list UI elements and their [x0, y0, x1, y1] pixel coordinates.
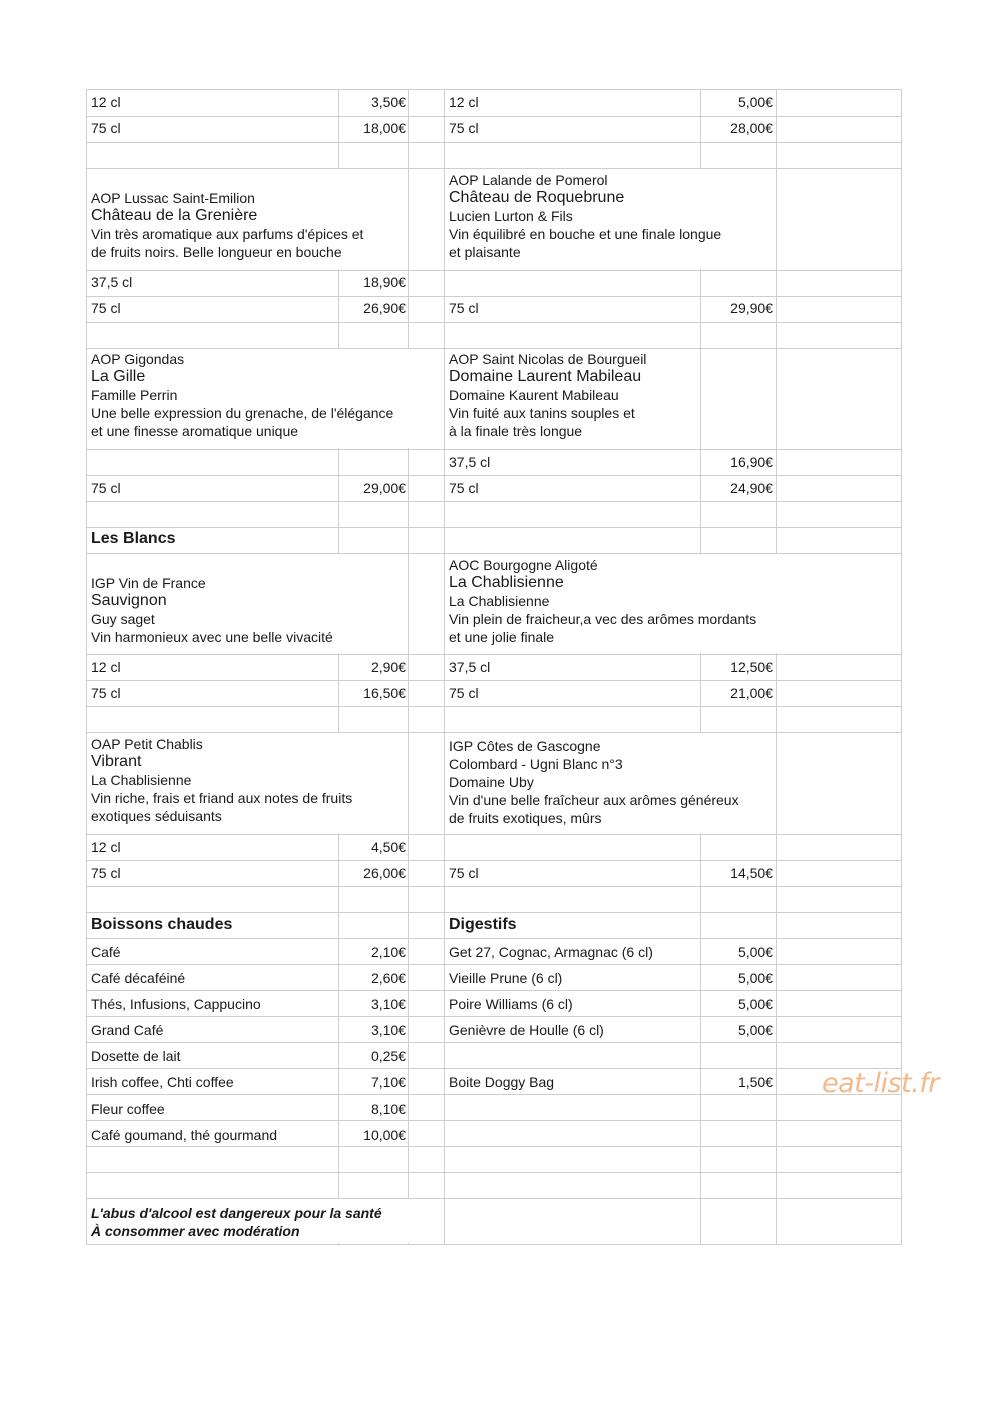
list-item-name: Fleur coffee [91, 1101, 165, 1117]
wine-lalande [449, 171, 721, 261]
price: 8,10€ [370, 1101, 406, 1117]
wine-sauvignon [91, 574, 333, 646]
wine-name: Vibrant [91, 753, 142, 770]
price: 1,50€ [737, 1074, 773, 1090]
wine-description: de fruits exotiques, mûrs [449, 810, 602, 826]
wine-name: Château de Roquebrune [449, 189, 625, 206]
price: 3,10€ [370, 1022, 406, 1038]
price: 5,00€ [737, 94, 773, 110]
wine-name: Château de la Grenière [91, 207, 258, 224]
wine-producer: Domaine Kaurent Mabileau [449, 387, 619, 403]
price: 29,00€ [363, 480, 406, 496]
wine-name: Domaine Laurent Mabileau [449, 368, 642, 385]
list-item-name: Genièvre de Houlle (6 cl) [449, 1022, 604, 1038]
wine-producer: La Chablisienne [449, 593, 550, 609]
price: 12,50€ [730, 659, 773, 675]
wine-name: Colombard - Ugni Blanc n°3 [449, 756, 623, 772]
wine-appellation: AOC Bourgogne Aligoté [449, 557, 598, 573]
price: 26,00€ [363, 865, 406, 881]
wine-description: et plaisante [449, 244, 521, 260]
price: 2,90€ [370, 659, 406, 675]
warning-line: À consommer avec modération [91, 1223, 300, 1239]
list-item-name: Café goumand, thé gourmand [91, 1127, 278, 1143]
watermark: eat-list.fr [822, 1068, 939, 1099]
size-label: 75 cl [91, 120, 121, 136]
price: 2,60€ [370, 970, 406, 986]
size-label: 75 cl [91, 865, 121, 881]
wine-description: Vin harmonieux avec une belle vivacité [91, 629, 333, 645]
wine-description: Vin riche, frais et friand aux notes de fruits [91, 790, 353, 806]
price: 21,00€ [730, 685, 773, 701]
wine-producer: Lucien Lurton & Fils [449, 208, 573, 224]
price: 7,10€ [370, 1074, 406, 1090]
wine-appellation: AOP Lussac Saint-Emilion [91, 190, 255, 206]
wine-name: La Chablisienne [449, 574, 564, 591]
price: 5,00€ [737, 996, 773, 1012]
wine-description: Vin équilibré en bouche et une finale longue [449, 226, 722, 242]
price: 14,50€ [730, 865, 773, 881]
alcohol-warning [91, 1204, 382, 1240]
wine-description: Vin fuité aux tanins souples et [449, 405, 635, 421]
size-label: 12 cl [91, 839, 121, 855]
wine-name: Sauvignon [91, 592, 167, 609]
price: 0,25€ [370, 1048, 406, 1064]
size-label: 37,5 cl [449, 454, 491, 470]
wine-aligote [449, 556, 756, 646]
size-label: 12 cl [91, 659, 121, 675]
price: 26,90€ [363, 300, 406, 316]
wine-appellation: AOP Gigondas [91, 351, 185, 367]
size-label: 12 cl [449, 94, 479, 110]
wine-description: Une belle expression du grenache, de l'élégance [91, 405, 394, 421]
wine-bourgueil [449, 350, 646, 440]
wine-producer: Guy saget [91, 611, 155, 627]
list-item-name: Boite Doggy Bag [449, 1074, 555, 1090]
wine-appellation: OAP Petit Chablis [91, 736, 203, 752]
price: 18,00€ [363, 120, 406, 136]
size-label: 37,5 cl [91, 274, 133, 290]
wine-description: de fruits noirs. Belle longueur en bouche [91, 244, 342, 260]
price: 28,00€ [730, 120, 773, 136]
wine-appellation: AOP Lalande de Pomerol [449, 172, 608, 188]
wine-description: à la finale très longue [449, 423, 583, 439]
wine-gascogne [449, 737, 739, 827]
wine-appellation: IGP Côtes de Gascogne [449, 738, 601, 754]
list-item-name: Grand Café [91, 1022, 164, 1038]
price: 5,00€ [737, 944, 773, 960]
price: 2,10€ [370, 944, 406, 960]
list-item-name: Dosette de lait [91, 1048, 181, 1064]
size-label: 75 cl [449, 685, 479, 701]
size-label: 37,5 cl [449, 659, 491, 675]
size-label: 75 cl [91, 480, 121, 496]
price: 4,50€ [370, 839, 406, 855]
wine-description: Vin très aromatique aux parfums d'épices et [91, 226, 364, 242]
wine-producer: La Chablisienne [91, 772, 192, 788]
list-item-name: Poire Williams (6 cl) [449, 996, 573, 1012]
wine-name: La Gille [91, 368, 146, 385]
size-label: 75 cl [449, 480, 479, 496]
wine-description: et une finesse aromatique unique [91, 423, 299, 439]
wine-chablis [91, 735, 352, 825]
wine-description: Vin d'une belle fraîcheur aux arômes généreux [449, 792, 739, 808]
section-title-boissons-chaudes: Boissons chaudes [91, 916, 233, 933]
price: 3,50€ [370, 94, 406, 110]
wine-gigondas [91, 350, 393, 440]
price: 16,90€ [730, 454, 773, 470]
price: 5,00€ [737, 1022, 773, 1038]
list-item-name: Café [91, 944, 121, 960]
price: 5,00€ [737, 970, 773, 986]
size-label: 75 cl [91, 685, 121, 701]
size-label: 75 cl [449, 865, 479, 881]
wine-description: exotiques séduisants [91, 808, 222, 824]
list-item-name: Thés, Infusions, Cappucino [91, 996, 261, 1012]
price: 10,00€ [363, 1127, 406, 1143]
section-title-digestifs: Digestifs [449, 916, 517, 933]
wine-description: Vin plein de fraicheur,a vec des arômes mordants [449, 611, 757, 627]
wine-producer: Domaine Uby [449, 774, 534, 790]
list-item-name: Vieille Prune (6 cl) [449, 970, 563, 986]
price: 18,90€ [363, 274, 406, 290]
menu-grid [86, 89, 902, 1244]
wine-appellation: IGP Vin de France [91, 575, 206, 591]
price: 24,90€ [730, 480, 773, 496]
list-item-name: Café décaféiné [91, 970, 186, 986]
price: 16,50€ [363, 685, 406, 701]
wine-producer: Famille Perrin [91, 387, 178, 403]
warning-line: L'abus d'alcool est dangereux pour la santé [91, 1205, 382, 1221]
size-label: 75 cl [91, 300, 121, 316]
wine-appellation: AOP Saint Nicolas de Bourgueil [449, 351, 647, 367]
list-item-name: Irish coffee, Chti coffee [91, 1074, 234, 1090]
price: 29,90€ [730, 300, 773, 316]
price: 3,10€ [370, 996, 406, 1012]
section-title-blancs: Les Blancs [91, 530, 176, 547]
size-label: 12 cl [91, 94, 121, 110]
list-item-name: Get 27, Cognac, Armagnac (6 cl) [449, 944, 653, 960]
wine-lussac [91, 189, 363, 261]
size-label: 75 cl [449, 120, 479, 136]
size-label: 75 cl [449, 300, 479, 316]
wine-description: et une jolie finale [449, 629, 555, 645]
